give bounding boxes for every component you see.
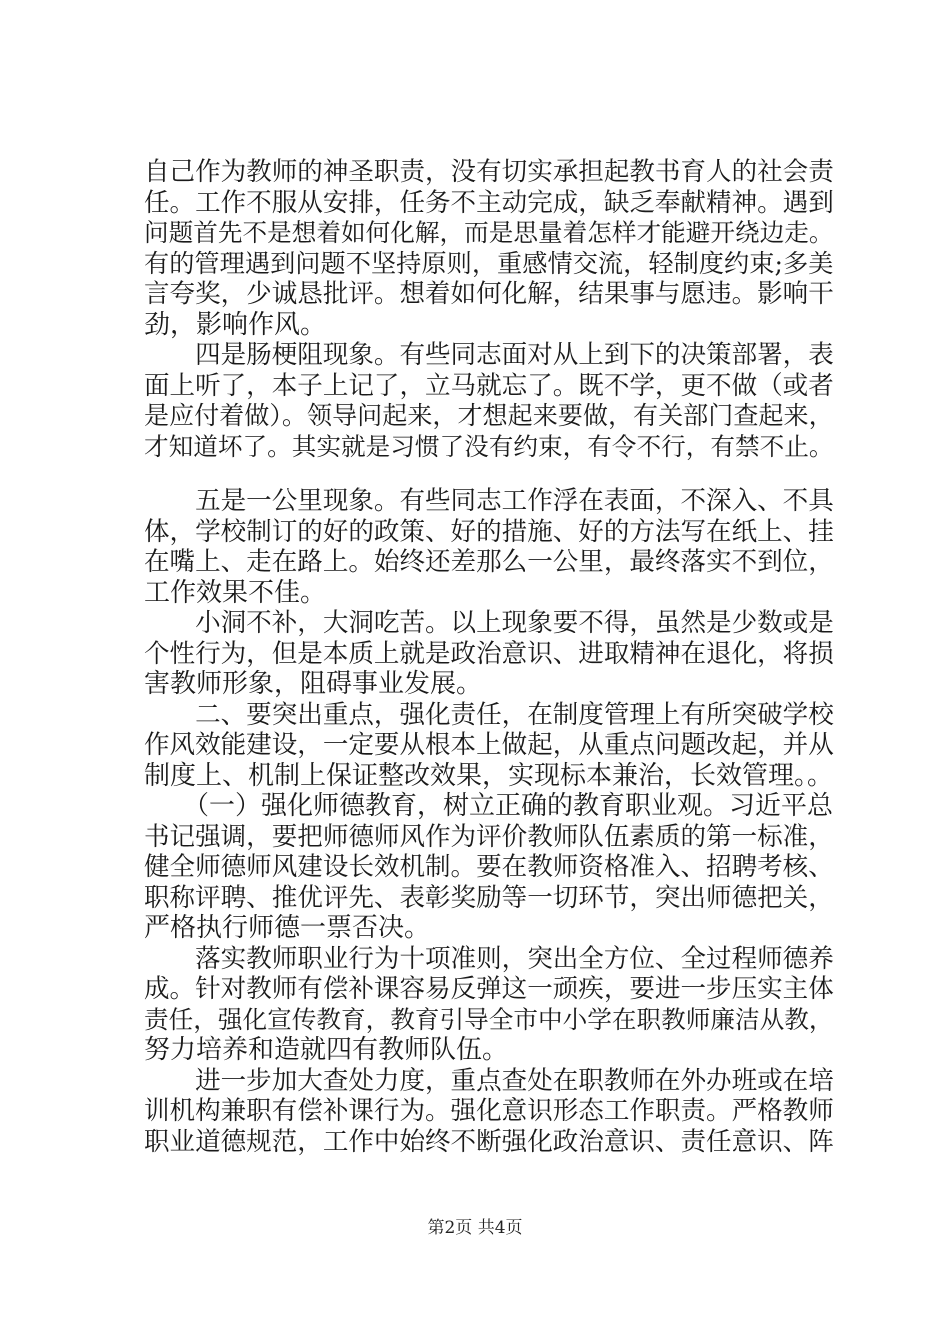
text-line: 小洞不补，大洞吃苦。以上现象要不得，虽然是少数或是	[144, 608, 834, 638]
text-line: 是应付着做）。领导问起来，才想起来要做，有关部门查起来，	[144, 401, 834, 430]
blank-line	[144, 462, 834, 486]
text-line: 职称评聘、推优评先、表彰奖励等一切环节，突出师德把关，	[144, 882, 834, 913]
text-line: 健全师德师风建设长效机制。要在教师资格准入、招聘考核、	[144, 852, 834, 882]
text-line: 问题首先不是想着如何化解，而是思量着怎样才能避开绕边走。	[144, 218, 834, 247]
text-line: 在嘴上、走在路上。始终还差那么一公里，最终落实不到位，	[144, 547, 834, 577]
text-line: 五是一公里现象。有些同志工作浮在表面，不深入、不具	[144, 486, 834, 516]
text-line: 有的管理遇到问题不坚持原则，重感情交流，轻制度约束;多美	[144, 248, 834, 278]
text-line: （一）强化师德教育，树立正确的教育职业观。习近平总	[144, 791, 834, 821]
page-footer	[0, 1213, 950, 1238]
text-line: 努力培养和造就四有教师队伍。	[144, 1035, 509, 1065]
document-body	[144, 157, 834, 1157]
text-line: 体，学校制订的好的政策、好的措施、好的方法写在纸上、挂	[144, 516, 834, 547]
text-line: 面上听了，本子上记了，立马就忘了。既不学，更不做（或者	[144, 370, 834, 401]
text-line: 制度上、机制上保证整改效果，实现标本兼治，长效管理。。	[144, 760, 834, 791]
page-number-label: 第2页 共4页	[427, 1218, 523, 1238]
text-line: 训机构兼职有偿补课行为。强化意识形态工作职责。严格教师	[144, 1096, 834, 1126]
text-line: 言夸奖，少诚恳批评。想着如何化解，结果事与愿违。影响干	[144, 279, 834, 309]
text-line: 落实教师职业行为十项准则，突出全方位、全过程师德养	[144, 943, 834, 974]
text-line: 二、要突出重点，强化责任，在制度管理上有所突破学校	[144, 699, 834, 730]
text-line: 成。针对教师有偿补课容易反弹这一顽疾，要进一步压实主体	[144, 974, 834, 1004]
text-line: 四是肠梗阻现象。有些同志面对从上到下的决策部署，表	[144, 340, 834, 370]
text-line: 个性行为，但是本质上就是政治意识、进取精神在退化，将损	[144, 638, 834, 669]
text-line: 任。工作不服从安排，任务不主动完成，缺乏奉献精神。遇到	[144, 187, 834, 218]
text-line: 劲，影响作风。	[144, 309, 327, 340]
text-line: 严格执行师德一票否决。	[144, 913, 431, 943]
text-line: 自己作为教师的神圣职责，没有切实承担起教书育人的社会责	[144, 157, 834, 187]
text-line: 作风效能建设，一定要从根本上做起，从重点问题改起，并从	[144, 730, 834, 760]
text-line: 才知道坏了。其实就是习惯了没有约束，有令不行，有禁不止。	[144, 431, 834, 461]
text-line: 职业道德规范，工作中始终不断强化政治意识、责任意识、阵	[144, 1126, 834, 1157]
text-line: 责任，强化宣传教育，教育引导全市中小学在职教师廉洁从教，	[144, 1004, 834, 1034]
text-line: 书记强调，要把师德师风作为评价教师队伍素质的第一标准，	[144, 821, 834, 852]
text-line: 工作效果不佳。	[144, 577, 327, 608]
text-line: 害教师形象，阻碍事业发展。	[144, 669, 483, 699]
text-line: 进一步加大查处力度，重点查处在职教师在外办班或在培	[144, 1065, 834, 1096]
